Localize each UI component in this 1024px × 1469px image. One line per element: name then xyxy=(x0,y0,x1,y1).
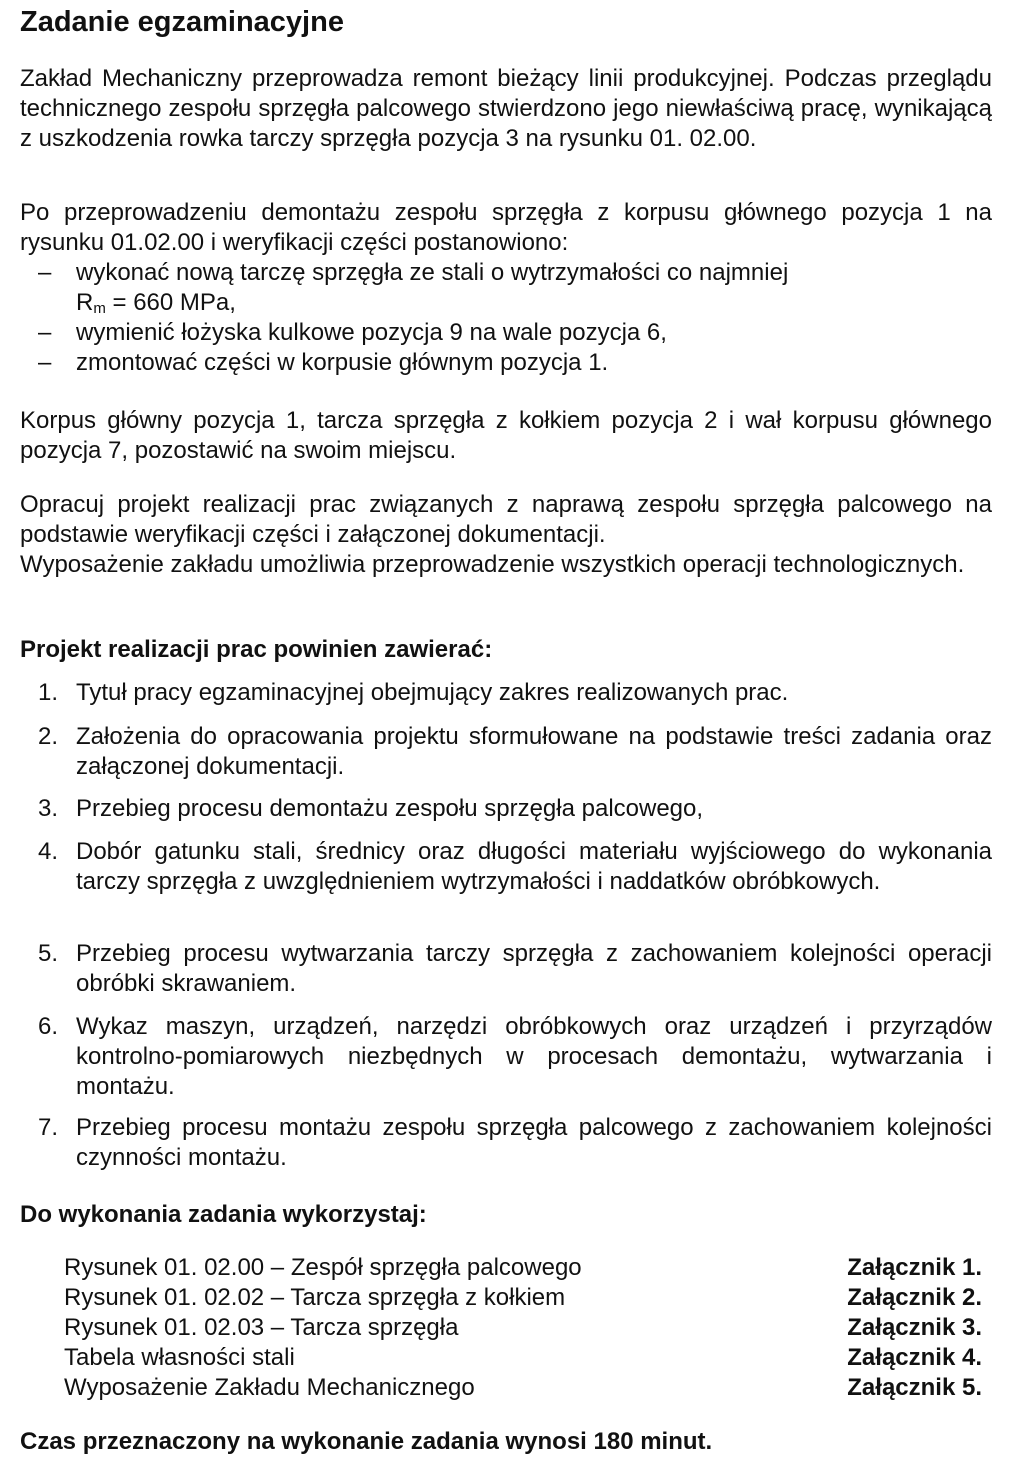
rm-value: = 660 MPa, xyxy=(105,289,236,316)
material-strength xyxy=(76,289,236,316)
item-text: Przebieg procesu wytwarzania tarczy sprzęgła z zachowaniem kolejności operacji obróbki skrawaniem. xyxy=(76,940,992,997)
item-text: Wykaz maszyn, urządzeń, narzędzi obróbkowych oraz urządzeń i przyrządów kontrolno-pomiarowych niezbędnych w procesach demontażu, wytwarzania i montażu. xyxy=(76,1013,992,1100)
table-row xyxy=(64,1253,982,1283)
list-item xyxy=(20,1113,992,1173)
item-text: Przebieg procesu demontażu zespołu sprzęgła palcowego, xyxy=(76,795,704,822)
rm-subscript: m xyxy=(93,300,106,317)
intro-paragraph-3: Korpus główny pozycja 1, tarcza sprzęgła z kołkiem pozycja 2 i wał korpusu głównego pozycja 7, pozostawić na swoim miejscu. xyxy=(20,407,992,464)
document-name: Rysunek 01. 02.00 – Zespół sprzęgła palcowego xyxy=(64,1254,582,1281)
attachment-ref: Załącznik 1. xyxy=(847,1254,982,1281)
list-item xyxy=(20,794,992,824)
page-title: Zadanie egzaminacyjne xyxy=(20,6,344,38)
document-name: Rysunek 01. 02.03 – Tarcza sprzęgła xyxy=(64,1314,459,1341)
list-item xyxy=(20,722,992,782)
project-heading: Projekt realizacji prac powinien zawierać: xyxy=(20,636,493,663)
table-row xyxy=(64,1313,982,1343)
item-text: Dobór gatunku stali, średnicy oraz długości materiału wyjściowego do wykonania tarczy sprzęgła z uwzględnieniem wytrzymałości i naddatków obróbkowych. xyxy=(76,838,992,895)
decision-item xyxy=(20,258,992,288)
attachment-ref: Załącznik 2. xyxy=(847,1284,982,1311)
dash-bullet: – xyxy=(38,349,52,376)
decision-item-text: wykonać nową tarczę sprzęgła ze stali o wytrzymałości co najmniej xyxy=(76,259,789,286)
resources-heading: Do wykonania zadania wykorzystaj: xyxy=(20,1201,427,1228)
attachment-ref: Załącznik 3. xyxy=(847,1314,982,1341)
attachment-ref: Załącznik 4. xyxy=(847,1344,982,1371)
time-limit-note: Czas przeznaczony na wykonanie zadania wynosi 180 minut. xyxy=(20,1428,713,1455)
intro-paragraph-2: Po przeprowadzeniu demontażu zespołu sprzęgła z korpusu głównego pozycja 1 na rysunku 01.02.00 i weryfikacji części postanowiono: xyxy=(20,199,992,256)
list-item xyxy=(20,837,992,897)
attachments-table xyxy=(64,1253,982,1403)
item-number: 5. xyxy=(38,940,59,967)
decision-item xyxy=(20,318,992,348)
table-row xyxy=(64,1343,982,1373)
list-item xyxy=(20,678,992,708)
list-item xyxy=(20,939,992,999)
item-number: 7. xyxy=(38,1114,59,1141)
item-number: 4. xyxy=(38,838,59,865)
item-number: 3. xyxy=(38,795,59,822)
item-text: Założenia do opracowania projektu sformułowane na podstawie treści zadania oraz załączonej dokumentacji. xyxy=(76,723,992,780)
item-number: 6. xyxy=(38,1013,59,1040)
table-row xyxy=(64,1373,982,1403)
list-item xyxy=(20,1012,992,1102)
document-name: Rysunek 01. 02.02 – Tarcza sprzęgła z kołkiem xyxy=(64,1284,566,1311)
decision-item-continuation xyxy=(20,288,992,318)
rm-symbol: R xyxy=(76,289,94,316)
intro-paragraph-1: Zakład Mechaniczny przeprowadza remont bieżący linii produkcyjnej. Podczas przeglądu technicznego zespołu sprzęgła palcowego stwierdzono jego niewłaściwą pracę, wynikającą z uszkodzenia rowka tarczy sprzęgła pozycja 3 na rysunku 01. 02.00. xyxy=(20,65,992,152)
decision-list xyxy=(20,258,992,378)
document-name: Tabela własności stali xyxy=(64,1344,295,1371)
item-number: 1. xyxy=(38,679,59,706)
dash-bullet: – xyxy=(38,319,52,346)
document-name: Wyposażenie Zakładu Mechanicznego xyxy=(64,1374,475,1401)
decision-item-text: zmontować części w korpusie głównym pozycja 1. xyxy=(76,349,609,376)
intro-paragraph-4: Opracuj projekt realizacji prac związanych z naprawą zespołu sprzęgła palcowego na podstawie weryfikacji części i załączonej dokumentacji. xyxy=(20,491,992,548)
intro-paragraph-5: Wyposażenie zakładu umożliwia przeprowadzenie wszystkich operacji technologicznych. xyxy=(20,551,965,578)
dash-bullet: – xyxy=(38,259,52,286)
table-row xyxy=(64,1283,982,1313)
decision-item xyxy=(20,348,992,378)
item-number: 2. xyxy=(38,723,59,750)
item-text: Przebieg procesu montażu zespołu sprzęgła palcowego z zachowaniem kolejności czynności montażu. xyxy=(76,1114,992,1171)
attachment-ref: Załącznik 5. xyxy=(847,1374,982,1401)
item-text: Tytuł pracy egzaminacyjnej obejmujący zakres realizowanych prac. xyxy=(76,679,789,706)
decision-item-text: wymienić łożyska kulkowe pozycja 9 na wale pozycja 6, xyxy=(76,319,667,346)
